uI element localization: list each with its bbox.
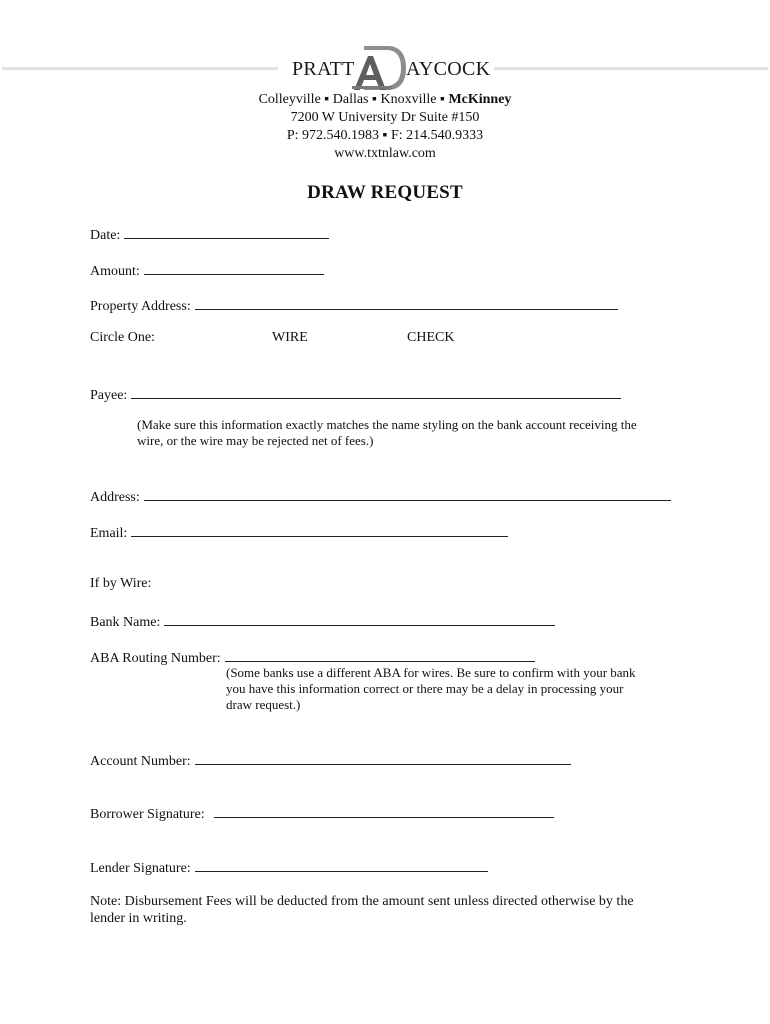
- aba-note-line: you have this information correct or there may be a delay in processing your: [226, 681, 624, 696]
- property-address-row: [90, 295, 618, 315]
- office-address: 7200 W University Dr Suite #150: [290, 110, 480, 125]
- aba-note-line: draw request.): [226, 697, 301, 712]
- office-location-highlight: McKinney: [448, 92, 512, 107]
- lender-signature-field[interactable]: [195, 857, 488, 872]
- bank-name-field[interactable]: [164, 611, 555, 626]
- payee-note-line: (Make sure this information exactly matches the name styling on the bank account receiving the: [137, 417, 637, 432]
- disbursement-note-line: Note: Disbursement Fees will be deducted from the amount sent unless directed otherwise by the: [90, 894, 634, 909]
- brand-name-right: AYCOCK: [406, 58, 491, 80]
- bank-name-row: [90, 611, 555, 631]
- form-title: DRAW REQUEST: [307, 182, 463, 203]
- amount-label: Amount:: [90, 264, 140, 279]
- payee-note-line: wire, or the wire may be rejected net of fees.): [137, 433, 374, 448]
- borrower-signature-label: Borrower Signature:: [90, 807, 205, 822]
- office-locations: [0, 92, 770, 108]
- date-field-row: [90, 224, 329, 244]
- property-address-field[interactable]: [195, 295, 618, 310]
- email-field[interactable]: [131, 522, 508, 537]
- payee-field[interactable]: [131, 384, 621, 399]
- account-number-label: Account Number:: [90, 754, 191, 769]
- aba-routing-label: ABA Routing Number:: [90, 651, 221, 666]
- brand-name-left: PRATT: [292, 58, 355, 80]
- payee-label: Payee:: [90, 388, 128, 403]
- website: www.txtnlaw.com: [334, 146, 436, 161]
- amount-field[interactable]: [144, 260, 324, 275]
- property-address-label: Property Address:: [90, 299, 191, 314]
- payee-note: [137, 417, 637, 449]
- bank-name-label: Bank Name:: [90, 615, 161, 630]
- aba-routing-field[interactable]: [225, 647, 535, 662]
- lender-signature-label: Lender Signature:: [90, 861, 191, 876]
- email-label: Email:: [90, 526, 128, 541]
- disbursement-note-line: lender in writing.: [90, 911, 187, 926]
- borrower-signature-field[interactable]: [214, 803, 554, 818]
- account-number-row: [90, 750, 571, 770]
- header-rule-left: [2, 67, 278, 70]
- address-label: Address:: [90, 490, 140, 505]
- office-locations-list: Colleyville ▪ Dallas ▪ Knoxville ▪: [258, 92, 449, 107]
- email-field-row: [90, 522, 508, 542]
- phone-fax: P: 972.540.1983 ▪ F: 214.540.9333: [286, 128, 484, 143]
- disbursement-note: [90, 893, 634, 927]
- address-field-row: [90, 486, 671, 506]
- if-by-wire-label: If by Wire:: [90, 576, 152, 591]
- header-rule-right: [494, 67, 768, 70]
- account-number-field[interactable]: [195, 750, 571, 765]
- option-check[interactable]: CHECK: [407, 330, 455, 345]
- lender-signature-row: [90, 857, 488, 877]
- firm-logo-icon: [350, 42, 408, 92]
- date-field[interactable]: [124, 224, 329, 239]
- address-field[interactable]: [144, 486, 671, 501]
- circle-one-label: Circle One:: [90, 330, 155, 345]
- payee-field-row: [90, 384, 621, 404]
- date-label: Date:: [90, 228, 121, 243]
- amount-field-row: [90, 260, 324, 280]
- borrower-signature-row: [90, 803, 554, 823]
- aba-note-line: (Some banks use a different ABA for wires. Be sure to confirm with your bank: [226, 665, 636, 680]
- aba-routing-row: [90, 647, 535, 667]
- option-wire[interactable]: WIRE: [272, 330, 308, 345]
- aba-note: [226, 665, 636, 713]
